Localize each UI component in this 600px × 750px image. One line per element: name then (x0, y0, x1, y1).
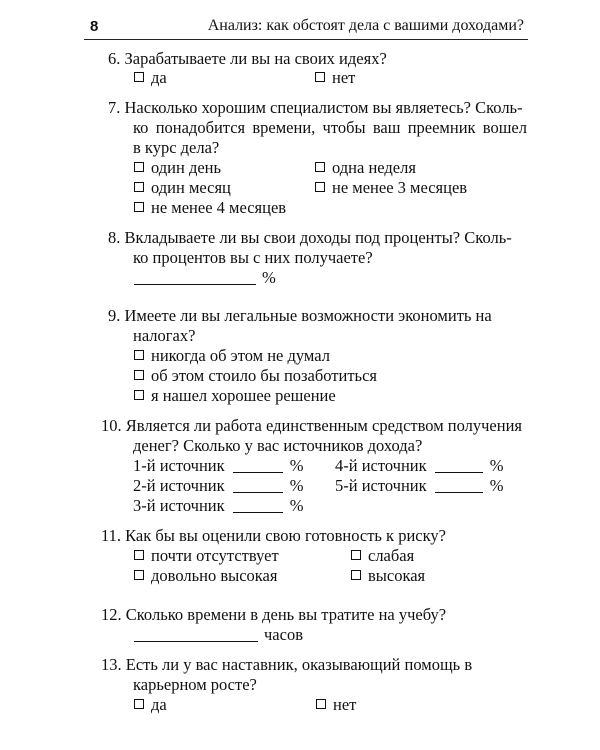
checkbox-icon[interactable] (315, 182, 325, 192)
question-text-line: карьерном росте? (133, 675, 257, 694)
question-number: 10. (101, 416, 122, 435)
source-3-row[interactable]: 3-й источник % (133, 496, 304, 515)
page-number: 8 (90, 18, 99, 35)
answer-blank[interactable] (435, 478, 483, 493)
option-no[interactable]: нет (316, 695, 356, 715)
checkbox-icon[interactable] (134, 202, 144, 212)
question-number: 8. (108, 228, 121, 247)
option-weak[interactable]: слабая (351, 546, 414, 566)
question-text-line: ко процентов вы с них получаете? (133, 248, 373, 267)
answer-blank[interactable] (233, 478, 283, 493)
option-fairly-high[interactable]: довольно высокая (134, 566, 277, 586)
running-title: Анализ: как обстоят дела с вашими доходами? (207, 17, 524, 34)
question-text: Сколько времени в день вы тратите на учебу? (125, 605, 447, 624)
checkbox-icon[interactable] (351, 550, 361, 560)
question-11 (101, 526, 446, 546)
option-should-care[interactable]: об этом стоило бы позаботиться (134, 366, 377, 386)
option-yes[interactable]: да (134, 68, 167, 88)
answer-blank[interactable] (134, 627, 258, 642)
source-5-row[interactable]: 5-й источник % (335, 476, 504, 495)
option-4-months[interactable]: не менее 4 месяцев (134, 198, 286, 218)
question-13 (101, 655, 472, 675)
option-yes[interactable]: да (134, 695, 167, 715)
checkbox-icon[interactable] (134, 370, 144, 380)
question-number: 12. (101, 605, 122, 624)
option-3-months[interactable]: не менее 3 месяцев (315, 178, 467, 198)
source-2-row[interactable]: 2-й источник % (133, 476, 304, 495)
question-text: Насколько хорошим специалистом вы являетесь? Сколь- (124, 98, 523, 117)
question-number: 6. (108, 49, 121, 68)
option-high[interactable]: высокая (351, 566, 425, 586)
answer-blank[interactable] (435, 458, 483, 473)
question-9 (108, 306, 492, 326)
question-text: Как бы вы оценили свою готовность к риску? (125, 526, 446, 545)
source-4-row[interactable]: 4-й источник % (335, 456, 504, 475)
question-number: 13. (101, 655, 122, 674)
checkbox-icon[interactable] (351, 570, 361, 580)
question-text-line: налогах? (133, 326, 196, 345)
checkbox-icon[interactable] (134, 182, 144, 192)
answer-blank[interactable] (233, 458, 283, 473)
question-text-line: ко понадобится времени, чтобы ваш преемник вошел (133, 118, 527, 137)
answer-blank[interactable] (233, 498, 283, 513)
checkbox-icon[interactable] (134, 570, 144, 580)
option-found-solution[interactable]: я нашел хорошее решение (134, 386, 336, 406)
checkbox-icon[interactable] (316, 699, 326, 709)
checkbox-icon[interactable] (134, 699, 144, 709)
question-text: Есть ли у вас наставник, оказывающий помощь в (125, 655, 473, 674)
question-text-line: в курс дела? (133, 138, 220, 157)
hours-answer[interactable]: часов (134, 625, 303, 645)
checkbox-icon[interactable] (315, 162, 325, 172)
question-text: Зарабатываете ли вы на своих идеях? (124, 49, 387, 68)
question-text-line: денег? Сколько у вас источников дохода? (133, 436, 423, 455)
checkbox-icon[interactable] (134, 162, 144, 172)
question-6 (108, 49, 387, 69)
option-never-thought[interactable]: никогда об этом не думал (134, 346, 330, 366)
question-12 (101, 605, 446, 625)
answer-blank[interactable] (134, 270, 256, 285)
checkbox-icon[interactable] (134, 390, 144, 400)
checkbox-icon[interactable] (134, 550, 144, 560)
question-text: Вкладываете ли вы свои доходы под проценты? Сколь- (124, 228, 512, 247)
question-number: 9. (108, 306, 121, 325)
checkbox-icon[interactable] (134, 350, 144, 360)
checkbox-icon[interactable] (134, 72, 144, 82)
option-one-week[interactable]: одна неделя (315, 158, 416, 178)
question-text: Имеете ли вы легальные возможности экономить на (124, 306, 492, 325)
question-8 (108, 228, 512, 248)
option-no[interactable]: нет (315, 68, 355, 88)
question-text: Является ли работа единственным средством получения (125, 416, 523, 435)
option-one-month[interactable]: один месяц (134, 178, 231, 198)
option-one-day[interactable]: один день (134, 158, 221, 178)
option-almost-none[interactable]: почти отсутствует (134, 546, 279, 566)
percent-answer[interactable]: % (134, 268, 276, 288)
running-header (84, 17, 528, 40)
question-number: 7. (108, 98, 121, 117)
question-7 (108, 98, 523, 118)
source-1-row[interactable]: 1-й источник % (133, 456, 304, 475)
question-10 (101, 416, 522, 436)
question-number: 11. (101, 526, 122, 545)
checkbox-icon[interactable] (315, 72, 325, 82)
